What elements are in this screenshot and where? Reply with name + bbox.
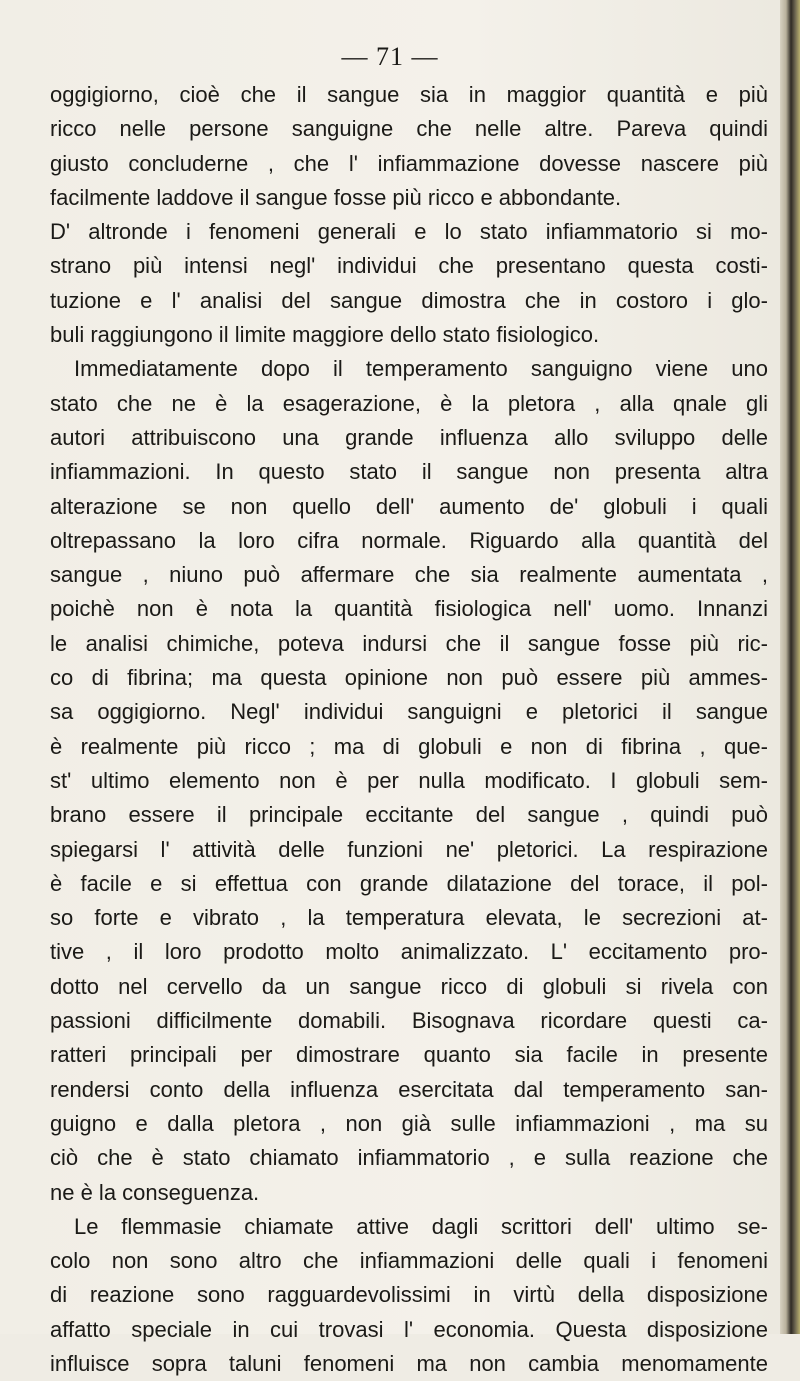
- text-line: le analisi chimiche, poteva indursi che il sangue fosse più ric-: [50, 630, 768, 656]
- text-line: brano essere il principale eccitante del sangue , quindi può: [50, 802, 768, 828]
- text-line: ricco nelle persone sanguigne che nelle altre. Pareva quindi: [50, 116, 768, 142]
- text-line: Immediatamente dopo il temperamento sanguigno viene uno: [74, 356, 768, 382]
- text-line: buli raggiungono il limite maggiore dello stato fisiologico.: [50, 322, 600, 348]
- text-line: affatto speciale in cui trovasi l' economia. Questa disposizione: [50, 1316, 768, 1342]
- text-line: di reazione sono ragguardevolissimi in virtù della disposizione: [50, 1282, 768, 1308]
- text-line: oltrepassano la loro cifra normale. Riguardo alla quantità del: [50, 527, 768, 553]
- text-line: alterazione se non quello dell' aumento de' globuli i quali: [50, 493, 768, 519]
- text-line: sangue , niuno può affermare che sia realmente aumentata ,: [50, 562, 768, 588]
- text-line: ne è la conseguenza.: [50, 1179, 260, 1205]
- text-line: dotto nel cervello da un sangue ricco di globuli si rivela con: [50, 973, 768, 999]
- text-line: infiammazioni. In questo stato il sangue non presenta altra: [50, 459, 768, 485]
- text-line: sa oggigiorno. Negl' individui sanguigni e pletorici il sangue: [50, 699, 768, 725]
- text-line: ciò che è stato chiamato infiammatorio , e sulla reazione che: [50, 1145, 768, 1171]
- text-line: spiegarsi l' attività delle funzioni ne' pletorici. La respirazione: [50, 836, 768, 862]
- text-line: ratteri principali per dimostrare quanto sia facile in presente: [50, 1042, 768, 1068]
- text-line: oggigiorno, cioè che il sangue sia in maggior quantità e più: [50, 82, 768, 107]
- text-line: autori attribuiscono una grande influenza allo sviluppo delle: [50, 424, 768, 450]
- text-line: tuzione e l' analisi del sangue dimostra che in costoro i glo-: [50, 287, 768, 313]
- text-line: poichè non è nota la quantità fisiologica nell' uomo. Innanzi: [50, 596, 768, 622]
- text-line: so forte e vibrato , la temperatura elevata, le secrezioni at-: [50, 905, 768, 931]
- text-line: passioni difficilmente domabili. Bisognava ricordare questi ca-: [50, 1008, 768, 1034]
- text-line: facilmente laddove il sangue fosse più ricco e abbondante.: [50, 184, 622, 210]
- text-line: st' ultimo elemento non è per nulla modificato. I globuli sem-: [50, 767, 768, 793]
- text-line: è facile e si effettua con grande dilatazione del torace, il pol-: [50, 870, 768, 896]
- page-number: — 71 —: [341, 42, 439, 71]
- text-line: giusto concluderne , che l' infiammazione dovesse nascere più: [50, 150, 768, 176]
- text-line: Le flemmasie chiamate attive dagli scrittori dell' ultimo se-: [74, 1213, 768, 1239]
- text-line: strano più intensi negl' individui che presentano questa costi-: [50, 253, 768, 279]
- text-line: D' altronde i fenomeni generali e lo stato infiammatorio si mo-: [50, 219, 768, 245]
- body-text: [50, 78, 768, 1381]
- text-line: influisce sopra taluni fenomeni ma non cambia menomamente: [50, 1350, 768, 1376]
- text-line: stato che ne è la esagerazione, è la pletora , alla qnale gli: [50, 390, 768, 416]
- text-line: colo non sono altro che infiammazioni delle quali i fenomeni: [50, 1248, 768, 1274]
- book-spine-edge: [780, 0, 800, 1334]
- text-line: tive , il loro prodotto molto animalizzato. L' eccitamento pro-: [50, 939, 768, 965]
- text-line: rendersi conto della influenza esercitata dal temperamento san-: [50, 1076, 768, 1102]
- text-line: guigno e dalla pletora , non già sulle infiammazioni , ma su: [50, 1110, 768, 1136]
- text-line: co di fibrina; ma questa opinione non può essere più ammes-: [50, 665, 768, 691]
- text-line: è realmente più ricco ; ma di globuli e non di fibrina , que-: [50, 733, 768, 759]
